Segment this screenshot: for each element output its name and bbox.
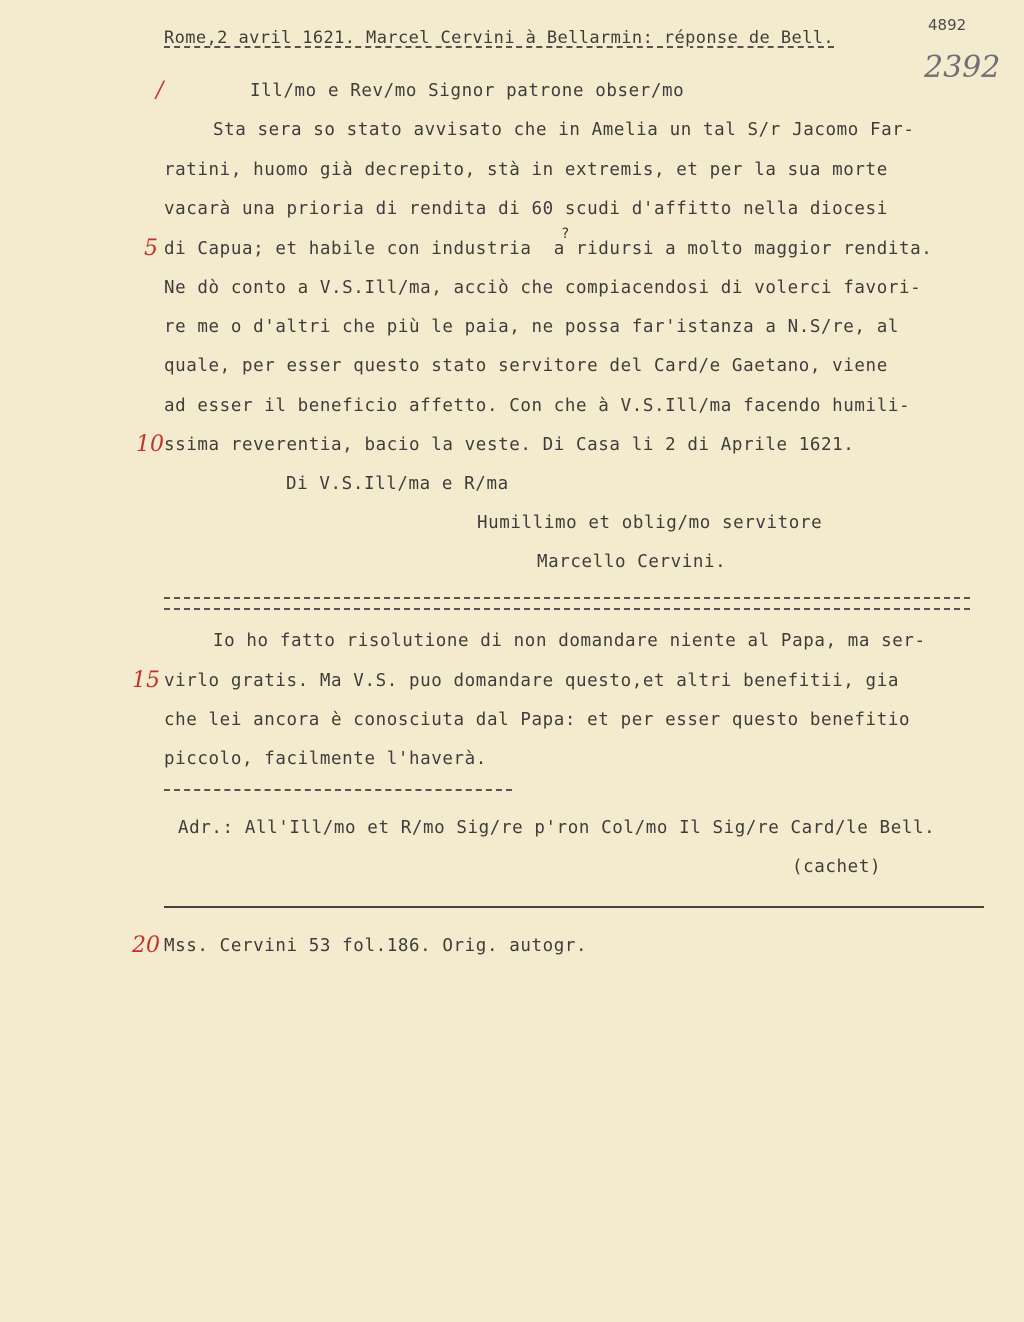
reply-line: virlo gratis. Ma V.S. puo domandare questo,et altri benefitii, gia xyxy=(164,671,899,691)
margin-number-1: / xyxy=(156,78,164,103)
letter-line: ratini, huomo già decrepito, stà in extremis, et per la sua morte xyxy=(164,160,888,180)
seal-note: (cachet) xyxy=(792,857,882,877)
letter-salutation: Ill/mo e Rev/mo Signor patrone obser/mo xyxy=(250,81,685,101)
letter-closing: Di V.S.Ill/ma e R/ma xyxy=(286,474,509,494)
section-divider xyxy=(164,597,970,610)
dashed-divider xyxy=(164,789,512,791)
letter-line: quale, per esser questo stato servitore del Card/e Gaetano, viene xyxy=(164,356,888,376)
margin-number-15: 15 xyxy=(132,668,160,693)
letter-line: re me o d'altri che più le paia, ne possa far'istanza a N.S/re, al xyxy=(164,317,899,337)
letter-line: Ne dò conto a V.S.Ill/ma, acciò che compiacendosi di volerci favori- xyxy=(164,278,922,298)
letter-line: di Capua; et habile con industria a ridursi a molto maggior rendita. xyxy=(164,239,933,259)
letter-signature: Marcello Cervini. xyxy=(537,552,727,572)
address-line: Adr.: All'Ill/mo et R/mo Sig/re p'ron Col/mo Il Sig/re Card/le Bell. xyxy=(178,818,936,838)
reply-line: piccolo, facilmente l'haverà. xyxy=(164,749,487,769)
margin-number-10: 10 xyxy=(136,432,164,457)
letter-line: ssima reverentia, bacio la veste. Di Casa li 2 di Aprile 1621. xyxy=(164,435,855,455)
stamp-number: 4892 xyxy=(928,16,967,34)
letter-signoff: Humillimo et oblig/mo servitore xyxy=(477,513,823,533)
letter-line: ad esser il beneficio affetto. Con che à V.S.Ill/ma facendo humili- xyxy=(164,396,911,416)
margin-number-20: 20 xyxy=(132,933,160,958)
source-citation: Mss. Cervini 53 fol.186. Orig. autogr. xyxy=(164,936,588,956)
query-mark: ? xyxy=(561,226,570,242)
letter-line: Sta sera so stato avvisato che in Amelia un tal S/r Jacomo Far- xyxy=(213,120,915,140)
document-header: Rome,2 avril 1621. Marcel Cervini à Bellarmin: réponse de Bell. xyxy=(164,28,834,48)
reply-line: che lei ancora è conosciuta dal Papa: et per esser questo benefitio xyxy=(164,710,911,730)
reply-line: Io ho fatto risolutione di non domandare niente al Papa, ma ser- xyxy=(213,631,926,651)
footer-rule xyxy=(164,906,984,908)
margin-number-5: 5 xyxy=(144,236,158,261)
folio-number: 2392 xyxy=(924,50,1001,85)
letter-line: vacarà una prioria di rendita di 60 scudi d'affitto nella diocesi xyxy=(164,199,888,219)
